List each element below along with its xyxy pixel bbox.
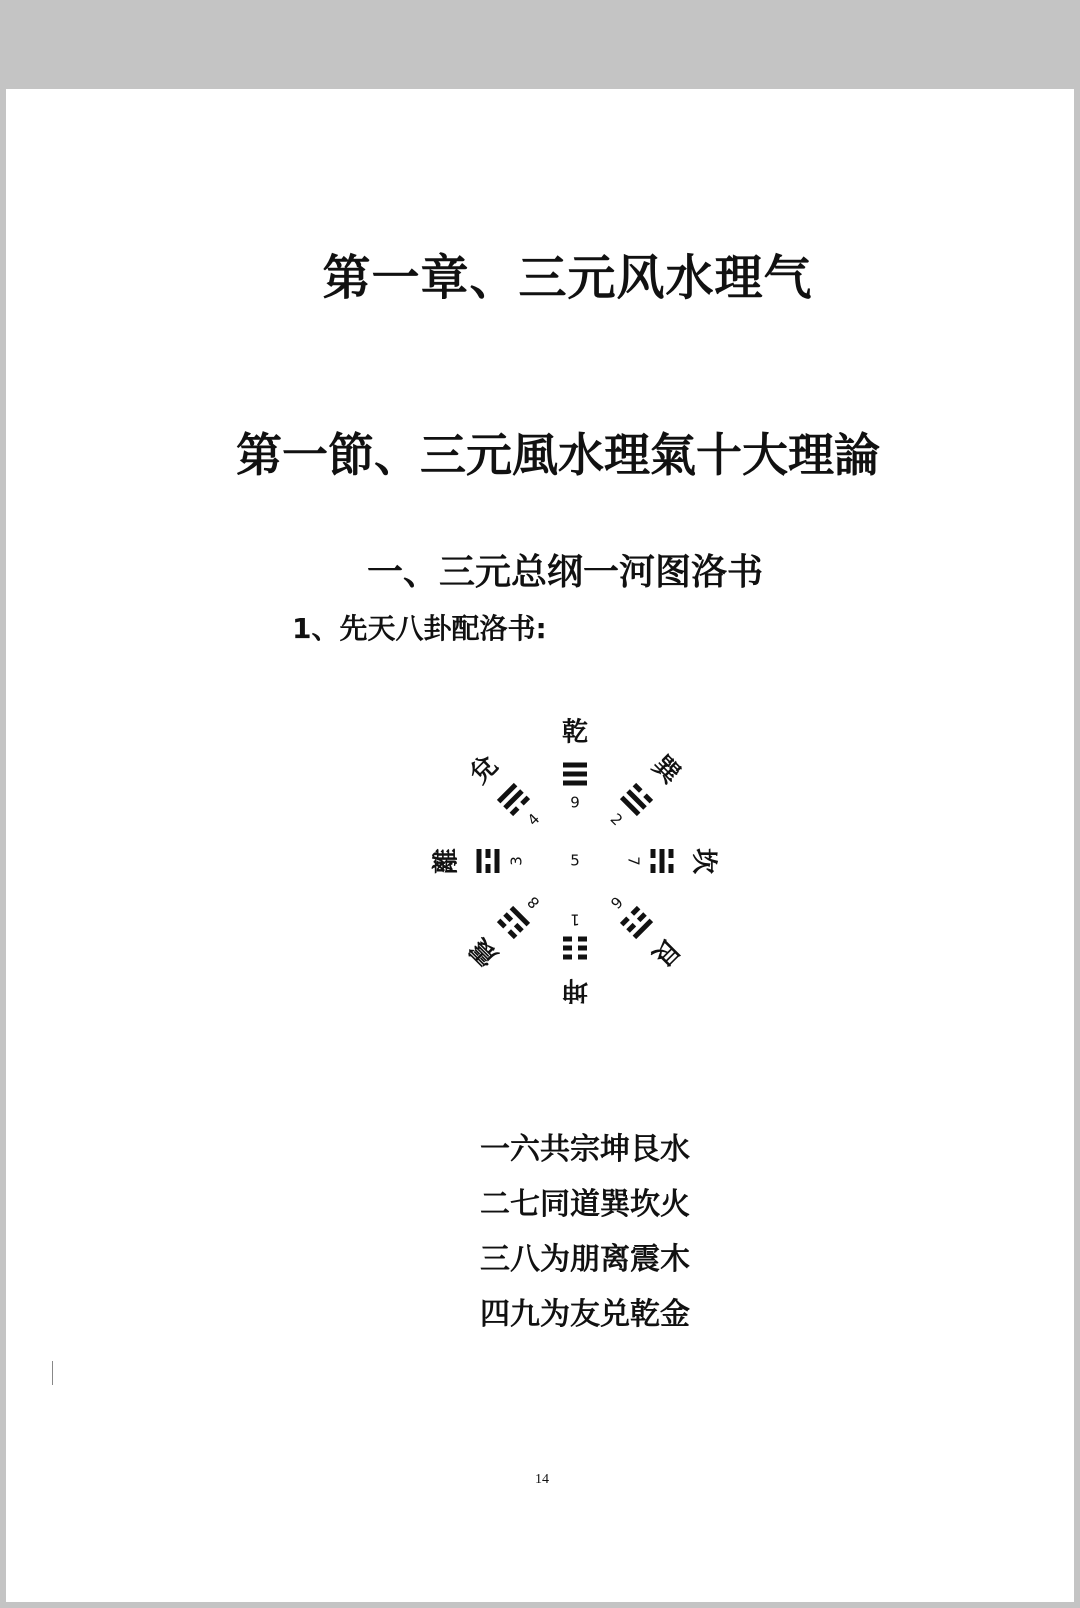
trigram-number: 3	[507, 856, 526, 866]
trigram-name: 離	[431, 847, 462, 875]
chapter-title: 第一章、三元风水理气	[322, 250, 813, 306]
rhyme-line-4: 四九为友兑乾金	[480, 1297, 690, 1332]
trigram-lines-icon	[497, 783, 530, 816]
trigram-lines-icon	[477, 849, 500, 873]
center-number: 5	[570, 851, 580, 870]
trigram-name: 震	[464, 932, 504, 972]
trigram-lines-icon	[563, 937, 587, 960]
rhyme-line-2: 二七同道巽坎火	[480, 1187, 690, 1222]
trigram-left	[431, 848, 526, 874]
trigram-top-right	[601, 750, 687, 836]
trigram-lines-icon	[563, 763, 587, 786]
trigram-number: 6	[606, 892, 627, 913]
trigram-number: 7	[624, 856, 643, 866]
margin-mark	[52, 1361, 53, 1385]
trigram-right	[625, 848, 719, 874]
section-title: 第一節、三元風水理氣十大理論	[236, 428, 880, 482]
trigram-name: 坎	[688, 847, 719, 875]
item-title: 1、先天八卦配洛书:	[292, 612, 547, 645]
trigram-lines-icon	[620, 906, 653, 939]
trigram-number: 2	[606, 809, 627, 830]
rhyme-line-3: 三八为朋离震木	[480, 1242, 690, 1277]
trigram-name: 乾	[561, 717, 589, 748]
trigram-lines-icon	[620, 783, 653, 816]
trigram-bottom-right	[601, 887, 686, 972]
rhyme-line-1: 一六共宗坤艮水	[480, 1132, 690, 1167]
subsection-title: 一、三元总纲一河图洛书	[366, 552, 763, 593]
trigram-name: 坤	[561, 974, 589, 1005]
trigram-number: 8	[523, 892, 544, 913]
trigram-name: 兌	[464, 750, 504, 790]
trigram-number: 4	[523, 809, 544, 830]
trigram-lines-icon	[497, 906, 530, 939]
trigram-number: 9	[570, 793, 580, 812]
trigram-top	[562, 718, 588, 812]
document-page	[6, 89, 1074, 1602]
bagua-luoshu-diagram	[410, 709, 740, 1029]
page-number: 14	[535, 1472, 549, 1487]
trigram-lines-icon	[651, 849, 674, 873]
trigram-bottom-left	[464, 887, 549, 972]
trigram-name: 巽	[646, 750, 686, 790]
trigram-bottom	[562, 911, 588, 1005]
trigram-name: 艮	[646, 932, 686, 972]
trigram-top-left	[464, 750, 549, 835]
trigram-number: 1	[570, 910, 580, 929]
